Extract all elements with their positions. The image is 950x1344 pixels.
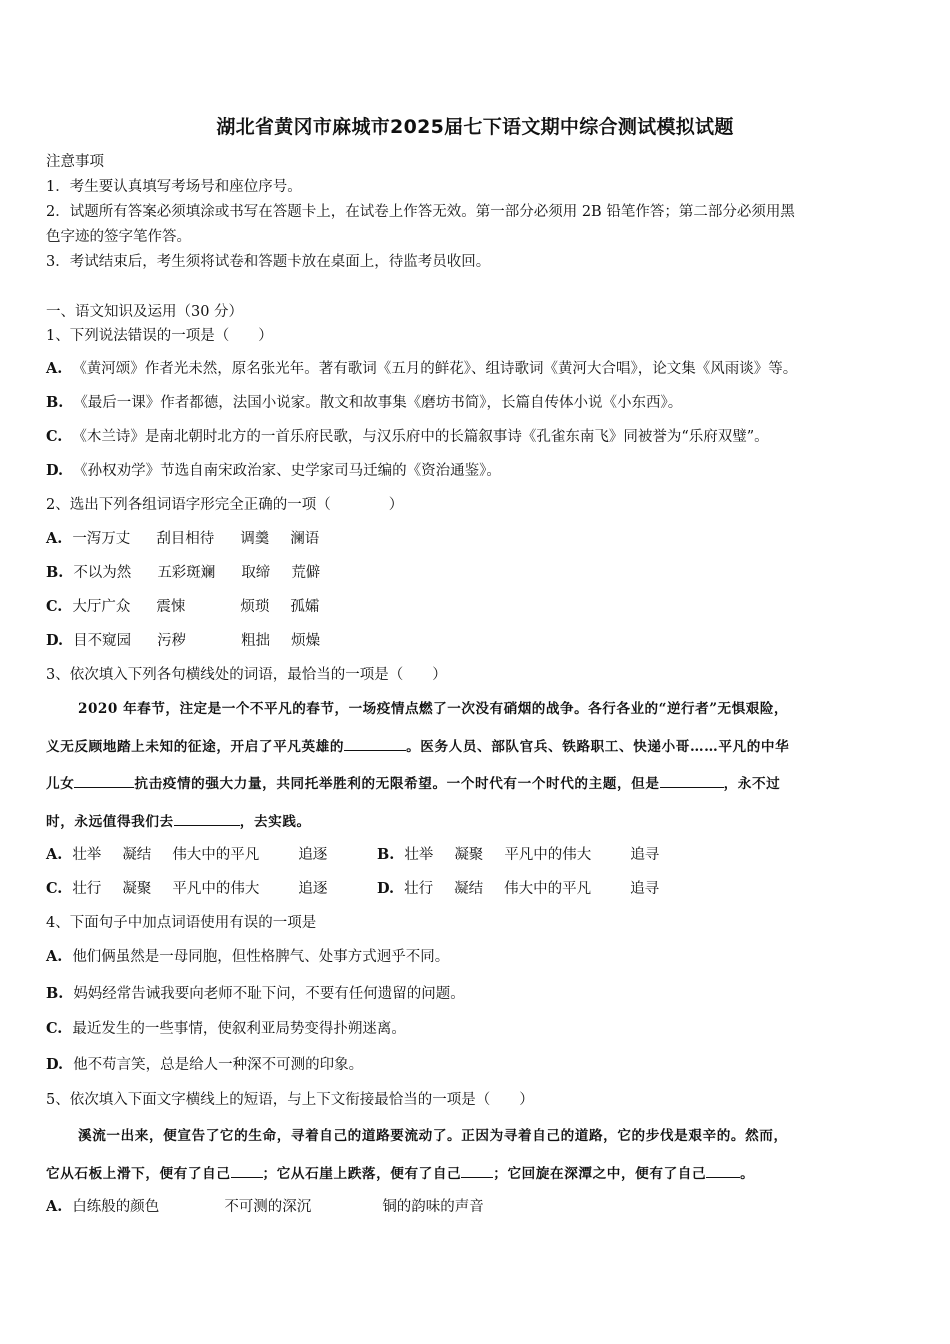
option-letter: A. [46, 948, 63, 965]
passage-text: 时，永远值得我们去 [46, 814, 174, 830]
q4-option-d [46, 1055, 363, 1075]
option-letter: B. [377, 846, 395, 863]
passage-text: 义无反顾地踏上未知的征途，开启了平凡英雄的 [46, 739, 345, 755]
q5-stem: 5、依次填入下面文字横线上的短语，与上下文衔接最恰当的一项是（ ） [46, 1092, 534, 1108]
q4-option-c [46, 1019, 406, 1039]
option-word: 不可测的深沉 [224, 1199, 312, 1215]
option-word: 荒僻 [291, 565, 321, 581]
option-word: 铜的韵味的声音 [382, 1199, 484, 1215]
q2-option-a [46, 529, 319, 549]
notice-heading: 注意事项 [46, 154, 104, 170]
option-word: 平凡中的伟大 [172, 881, 260, 897]
passage-text: ，去实践。 [239, 814, 311, 830]
q4-option-a [46, 947, 449, 967]
option-letter: A. [46, 1198, 63, 1215]
q1-option-d [46, 461, 501, 481]
passage-text: ，永不过 [723, 776, 781, 792]
option-word: 烦琐 [240, 599, 270, 615]
notice-item-2-cont: 色字迹的签字笔作答。 [46, 229, 191, 245]
option-word: 凝结 [454, 881, 484, 897]
option-letter: B. [46, 564, 64, 581]
fill-blank-2 [461, 1163, 493, 1178]
passage-text: 。 [740, 1166, 755, 1182]
q5-passage-line-2 [46, 1163, 754, 1184]
option-word: 不以为然 [73, 565, 132, 581]
q4-option-b [46, 984, 465, 1004]
q5-option-a [46, 1197, 484, 1217]
option-word: 壮举 [72, 847, 102, 863]
passage-text: ；它回旋在深潭之中，便有了自己 [493, 1166, 707, 1182]
option-letter: D. [377, 880, 395, 897]
q2-option-c [46, 597, 319, 617]
option-word: 白练般的颜色 [72, 1199, 160, 1215]
q3-stem: 3、依次填入下列各句横线处的词语，最恰当的一项是（ ） [46, 667, 447, 683]
option-word: 调羹 [240, 531, 270, 547]
option-text: 他不苟言笑，总是给人一种深不可测的印象。 [73, 1057, 364, 1073]
q1-option-a [46, 359, 797, 379]
option-letter: D. [46, 462, 64, 479]
fill-blank-1 [344, 736, 406, 751]
q5-passage-line-1: 溪流一出来，便宣告了它的生命，寻着自己的道路要流动了。正因为寻着自己的道路，它的步伐是艰辛的。然而， [78, 1128, 788, 1144]
option-word: 伟大中的平凡 [504, 881, 592, 897]
option-word: 壮举 [404, 847, 434, 863]
option-text: 《最后一课》作者都德，法国小说家。散文和故事集《磨坊书简》，长篇自传体小说《小东西》。 [73, 395, 683, 411]
option-word: 追寻 [630, 881, 660, 897]
option-word: 追寻 [630, 847, 660, 863]
option-text: 《黄河颂》作者光未然，原名张光年。著有歌词《五月的鲜花》、组诗歌词《黄河大合唱》，论文集《风雨谈》等。 [72, 361, 798, 377]
q1-stem: 1、下列说法错误的一项是（ ） [46, 328, 273, 344]
option-word: 凝结 [122, 847, 152, 863]
q3-option-d [377, 879, 659, 899]
option-text: 妈妈经常告诫我要向老师不耻下问，不要有任何遗留的问题。 [73, 986, 465, 1002]
option-word: 五彩斑斓 [157, 565, 216, 581]
q3-option-b [377, 845, 659, 865]
option-word: 大厅广众 [72, 599, 131, 615]
option-letter: D. [46, 1056, 64, 1073]
fill-blank-3 [660, 773, 724, 788]
option-word: 平凡中的伟大 [504, 847, 592, 863]
q2-stem: 2、选出下列各组词语字形完全正确的一项（ ） [46, 497, 404, 513]
q3-passage-line-4 [46, 811, 311, 832]
option-word: 凝聚 [454, 847, 484, 863]
option-letter: C. [46, 598, 63, 615]
option-text: 《孙权劝学》节选自南宋政治家、史学家司马迁编的《资治通鉴》。 [73, 463, 501, 479]
q4-stem: 4、下面句子中加点词语使用有误的一项是 [46, 915, 317, 931]
option-word: 污秽 [157, 633, 187, 649]
option-word: 伟大中的平凡 [172, 847, 260, 863]
fill-blank-3 [706, 1163, 740, 1178]
notice-item-3: 3．考试结束后，考生须将试卷和答题卡放在桌面上，待监考员收回。 [46, 254, 491, 270]
passage-text: 。医务人员、部队官兵、铁路职工、快递小哥……平凡的中华 [406, 739, 790, 755]
q3-passage-line-1: 2020 年春节，注定是一个不平凡的春节，一场疫情点燃了一次没有硝烟的战争。各行各业的“逆行者”无惧艰险， [78, 701, 789, 717]
option-text: 《木兰诗》是南北朝时北方的一首乐府民歌，与汉乐府中的长篇叙事诗《孔雀东南飞》同被誉为“乐府双璧”。 [72, 429, 769, 445]
option-word: 壮行 [404, 881, 434, 897]
option-word: 震悚 [156, 599, 186, 615]
fill-blank-2 [74, 773, 134, 788]
q3-passage-line-2 [46, 736, 789, 757]
option-word: 一泻万丈 [72, 531, 131, 547]
option-letter: C. [46, 428, 63, 445]
option-letter: D. [46, 632, 64, 649]
q3-passage-line-3 [46, 773, 780, 794]
option-word: 壮行 [72, 881, 102, 897]
option-letter: B. [46, 394, 64, 411]
option-letter: A. [46, 846, 63, 863]
notice-item-2: 2．试题所有答案必须填涂或书写在答题卡上，在试卷上作答无效。第一部分必须用 2B 铅笔作答；第二部分必须用黑 [46, 204, 795, 220]
option-word: 凝聚 [122, 881, 152, 897]
page-title: 湖北省黄冈市麻城市2025届七下语文期中综合测试模拟试题 [216, 116, 734, 138]
option-word: 烦燥 [291, 633, 321, 649]
option-word: 追逐 [298, 881, 328, 897]
option-letter: C. [46, 880, 63, 897]
option-word: 取缔 [241, 565, 271, 581]
option-letter: B. [46, 985, 64, 1002]
option-text: 最近发生的一些事情，使叙利亚局势变得扑朔迷离。 [72, 1021, 406, 1037]
passage-text: 儿女 [46, 776, 75, 792]
option-word: 刮目相待 [156, 531, 215, 547]
option-word: 孤孀 [290, 599, 320, 615]
option-word: 澜语 [290, 531, 320, 547]
option-word: 粗拙 [241, 633, 271, 649]
q3-option-a [46, 845, 327, 865]
section-heading: 一、语文知识及运用（30 分） [46, 304, 244, 320]
option-letter: A. [46, 360, 63, 377]
option-letter: A. [46, 530, 63, 547]
fill-blank-4 [174, 811, 240, 826]
q1-option-b [46, 393, 682, 413]
option-word: 追逐 [298, 847, 328, 863]
q3-option-c [46, 879, 327, 899]
passage-text: ；它从石崖上跌落，便有了自己 [262, 1166, 462, 1182]
fill-blank-1 [231, 1163, 263, 1178]
passage-text: 抗击疫情的强大力量，共同托举胜利的无限希望。一个时代有一个时代的主题，但是 [134, 776, 660, 792]
passage-text: 它从石板上滑下，便有了自己 [46, 1166, 231, 1182]
option-letter: C. [46, 1020, 63, 1037]
option-word: 目不窥园 [73, 633, 132, 649]
q2-option-b [46, 563, 320, 583]
option-text: 他们俩虽然是一母同胞，但性格脾气、处事方式迥乎不同。 [72, 949, 450, 965]
notice-item-1: 1．考生要认真填写考场号和座位序号。 [46, 179, 302, 195]
q1-option-c [46, 427, 769, 447]
q2-option-d [46, 631, 320, 651]
